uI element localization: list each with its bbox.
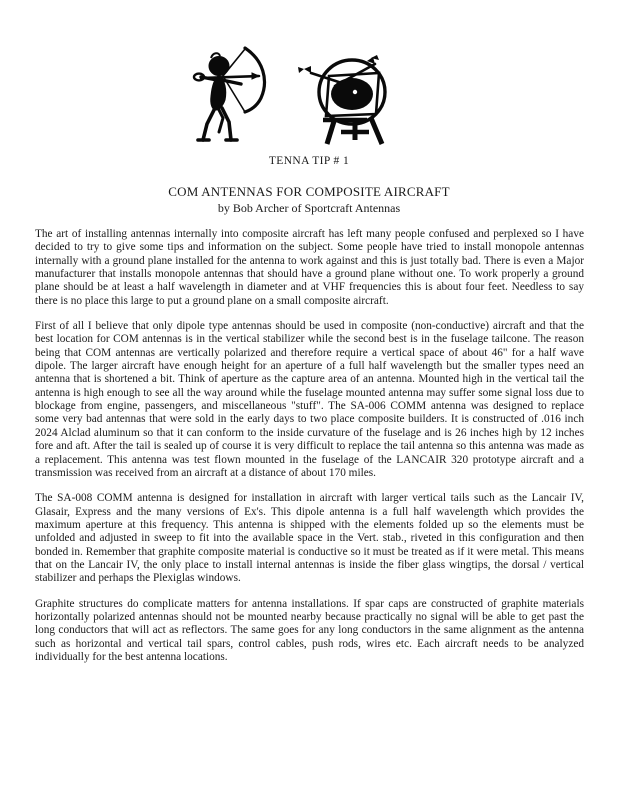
header-illustration [0,40,618,152]
paragraph-1: The art of installing antennas internally into composite aircraft has left many people confused and perplexed so I have decided to try to give some tips and information on the subject. Some people have tried to install monopole antennas internally with a ground plane installed for the antenna to work against and this is just totally bad. There is even a Major manufacturer that installs monopole antennas that should have a ground plane without one. To work properly a ground plane should be at least a half wavelength in diameter and at VHF frequencies this is about four feet. Needless to say there is no place this large to put a ground plane on a small composite aircraft. [35,228,584,307]
tip-number-heading: TENNA TIP # 1 [268,155,350,167]
archer-icon [194,48,264,140]
paragraph-4: Graphite structures do complicate matters for antenna installations. If spar caps are constructed of graphite materials horizontally polarized antennas should not be mounted nearby because practically no signal will be able to get past the long conductors that will act as reflectors. The same goes for any long conductors in the same alignment as the antenna such as horizontal and vertical tail spars, control cables, push rods, wires etc. Each aircraft needs to be analyzed individually for the best antenna locations. [35,597,584,663]
body-text [35,228,584,664]
paragraph-2: First of all I believe that only dipole type antennas should be used in composite (non-conductive) aircraft and that the best location for COM antennas is in the vertical stabilizer while the second best is in the fuselage tailcone. The reason being that COM antennas are vertically polarized and therefore require a vertical space of about 46" for a half wave dipole. The larger aircraft have enough height for an aperture of a full half wavelength but the smaller types need an antenna that is shortened a bit. Think of aperture as the capture area of an antenna. Mounted high in the vertical tail the antenna is high enough to see all the way around while the fuselage mounted antenna may suffer some signal loss due to blockage from engine, passengers, and miscellaneous "stuff". The SA-006 COMM antenna was designed to replace some very bad antennas that were sold in the early days to two place composite builders. It is constructed of .016 inch 2024 Alclad aluminum so that it can conform to the inside curvature of the fuselage and is 26 inches high by 12 inches fore and aft. After the tail is sealed up of course it is very difficult to replace the tail antenna so this antenna was made as a replacement. This antenna was test flown mounted in the fuselage of the LANCAIR 320 prototype aircraft and a transmission was received from an aircraft at a distance of about 170 miles. [35,320,584,479]
byline: by Bob Archer of Sportcraft Antennas [217,201,401,215]
archer-and-target-artwork [189,40,429,152]
target-icon [298,55,385,144]
paragraph-3: The SA-008 COMM antenna is designed for installation in aircraft with larger vertical tails such as the Lancair IV, Glasair, Express and the many versions of Ex's. This dipole antenna is a full half wavelength which provides the maximum aperture at this frequency. This antenna is shipped with the elements folded up so the elements must be unfolded and adjusted in sweep to fit into the available space in the Vert. stab., riveted in this configuration and then bonded in. Remember that graphite composite material is conductive so it must be treated as if it were metal. This means that on the Lancair IV, the only place to install internal antennas is inside the fiber glass wingtips, the dorsal / vertical stabilizer and perhaps the Plexiglas windows. [35,492,584,585]
page-title: COM ANTENNAS FOR COMPOSITE AIRCRAFT [168,184,450,199]
